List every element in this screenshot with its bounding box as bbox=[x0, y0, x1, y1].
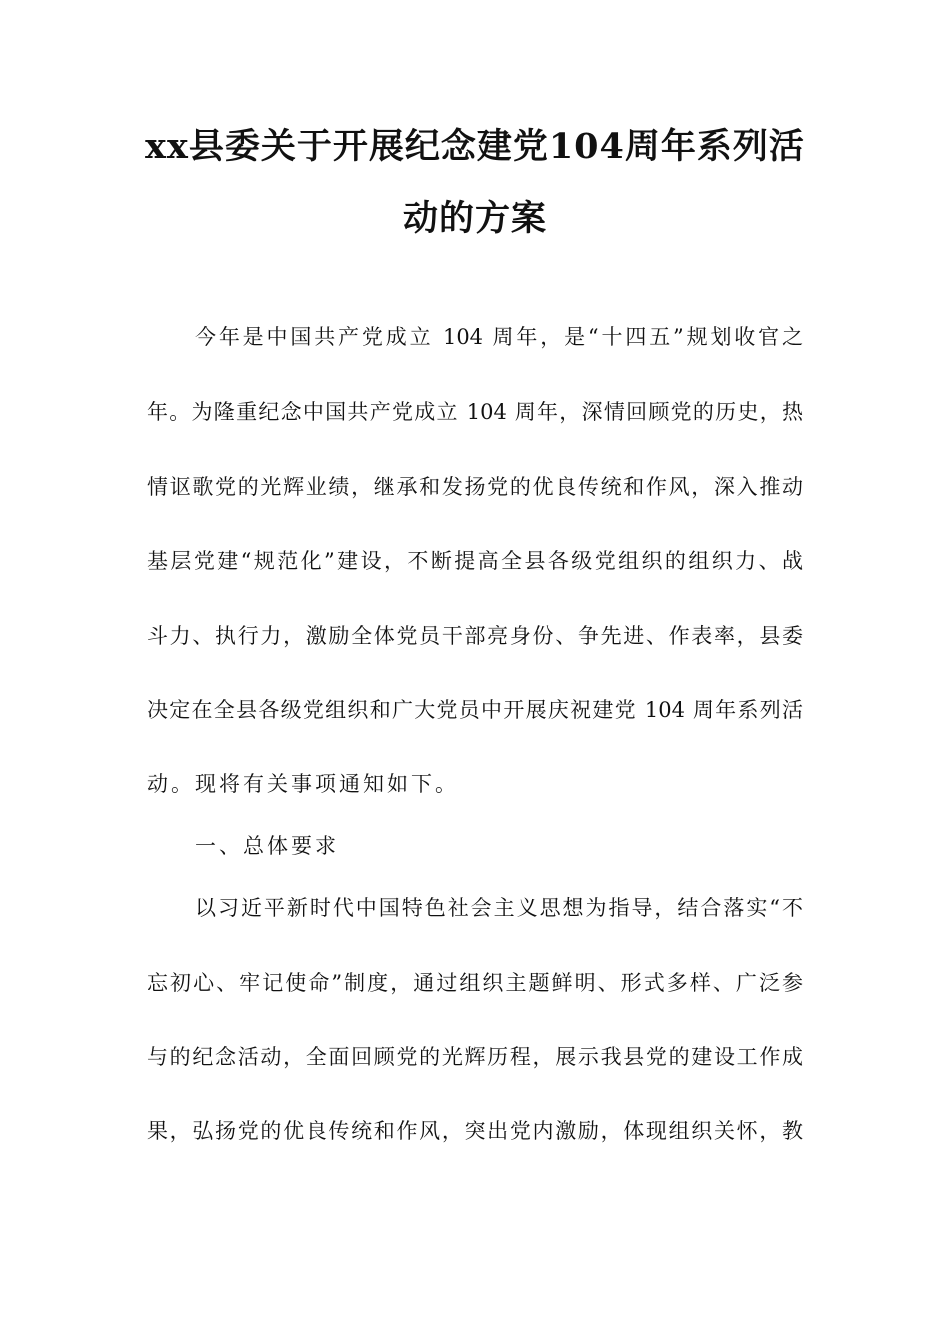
paragraph-2-line-2: 忘初心、牢记使命”制度，通过组织主题鲜明、形式多样、广泛参 bbox=[147, 971, 803, 995]
paragraph-1-line-2: 年。为隆重纪念中国共产党成立 104 周年，深情回顾党的历史，热 bbox=[147, 400, 803, 424]
paragraph-1-line-3: 情讴歌党的光辉业绩，继承和发扬党的优良传统和作风，深入推动 bbox=[147, 475, 803, 499]
paragraph-1-line-7: 动。现将有关事项通知如下。 bbox=[147, 772, 459, 796]
paragraph-1-line-6: 决定在全县各级党组织和广大党员中开展庆祝建党 104 周年系列活 bbox=[147, 698, 803, 722]
document-title-line-2: 动的方案 bbox=[402, 198, 547, 239]
paragraph-1-line-4: 基层党建“规范化”建设，不断提高全县各级党组织的组织力、战 bbox=[147, 549, 803, 573]
paragraph-2-line-3: 与的纪念活动，全面回顾党的光辉历程，展示我县党的建设工作成 bbox=[147, 1045, 803, 1069]
paragraph-1-line-1: 今年是中国共产党成立 104 周年，是“十四五”规划收官之 bbox=[195, 325, 803, 349]
section-heading-general-requirements: 一、总体要求 bbox=[195, 834, 339, 858]
paragraph-1-line-5: 斗力、执行力，激励全体党员干部亮身份、争先进、作表率，县委 bbox=[147, 624, 803, 648]
paragraph-2-line-1: 以习近平新时代中国特色社会主义思想为指导，结合落实“不 bbox=[195, 896, 803, 920]
document-title-line-1: xx县委关于开展纪念建党104周年系列活 bbox=[145, 126, 805, 167]
paragraph-2-line-4: 果，弘扬党的优良传统和作风，突出党内激励，体现组织关怀，教 bbox=[147, 1119, 803, 1143]
